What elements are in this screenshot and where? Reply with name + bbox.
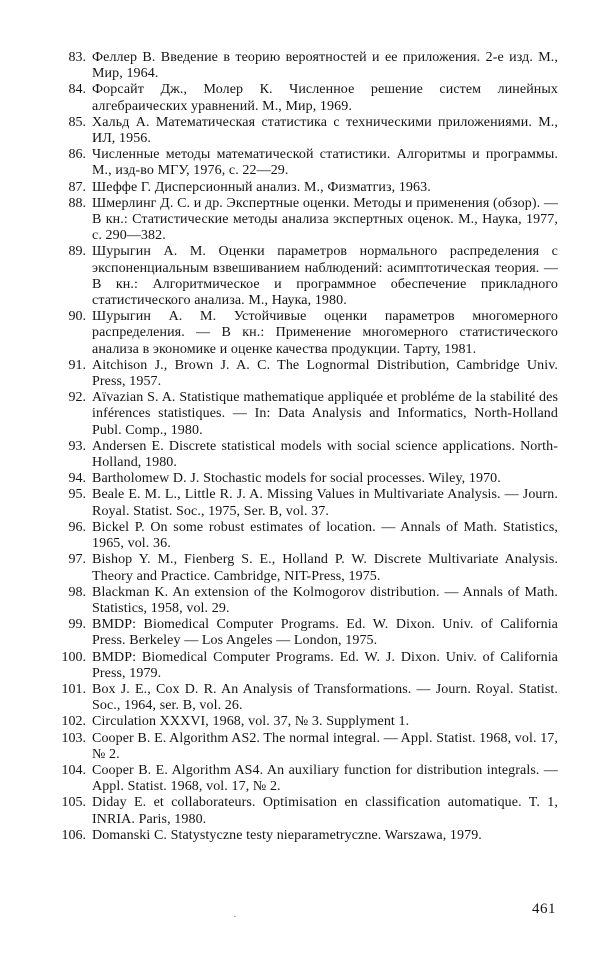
- reference-item: [58, 358, 558, 390]
- reference-number: 102.: [61, 714, 86, 730]
- page-number: 461: [532, 901, 556, 917]
- reference-number: 104.: [61, 762, 86, 778]
- reference-number: 103.: [61, 730, 86, 746]
- reference-number: 93.: [68, 438, 86, 454]
- reference-item: [58, 552, 558, 584]
- reference-item: [58, 714, 558, 730]
- reference-text: Феллер В. Введение в теорию вероятностей и ее приложения. 2-е изд. М., Мир, 1964.: [92, 50, 558, 82]
- reference-text: Cooper B. E. Algorithm AS2. The normal integral. — Appl. Statist. 1968, vol. 17, № 2.: [92, 730, 558, 762]
- reference-item: [58, 82, 558, 114]
- reference-text: Aitchison J., Brown J. A. C. The Lognormal Distribution, Cambridge Univ. Press, 1957.: [92, 357, 558, 390]
- reference-item: [58, 763, 558, 795]
- reference-number: 89.: [68, 244, 86, 260]
- reference-item: [58, 471, 558, 487]
- reference-item: [58, 196, 558, 245]
- reference-number: 97.: [68, 552, 86, 568]
- reference-number: 99.: [68, 617, 86, 633]
- reference-text: Beale E. M. L., Little R. J. A. Missing Values in Multivariate Analysis. — Journ. Royal. Statist. Soc., 1975, Ser. B, vol. 37.: [92, 487, 558, 519]
- reference-number: 96.: [68, 519, 86, 535]
- reference-text: Bishop Y. M., Fienberg S. E., Holland P. W. Discrete Multivariate Analysis. Theory and Practice. Cambridge, NIT-Press, 1975.: [92, 552, 558, 584]
- reference-number: 92.: [68, 390, 86, 406]
- reference-item: [58, 487, 558, 519]
- reference-item: [58, 50, 558, 82]
- reference-text: Domanski C. Statystyczne testy nieparametryczne. Warszawa, 1979.: [92, 827, 482, 843]
- reference-item: [58, 244, 558, 309]
- reference-item: [58, 828, 558, 844]
- reference-number: 95.: [68, 487, 86, 503]
- reference-text: Форсайт Дж., Молер К. Численное решение систем линейных алгебраических уравнений. М., Мир, 1969.: [92, 82, 558, 114]
- reference-number: 91.: [68, 357, 86, 373]
- reference-text: Bartholomew D. J. Stochastic models for social processes. Wiley, 1970.: [92, 471, 501, 487]
- reference-text: Blackman K. An extension of the Kolmogorov distribution. — Annals of Math. Statistics, 1958, vol. 29.: [92, 584, 558, 616]
- reference-text: Aïvazian S. A. Statistique mathematique appliquée et probléme de la stabilité des inférences statistiques. — In: Data Analysis and Informatics, North-Holland Publ. Comp., 1980.: [92, 390, 558, 438]
- reference-item: [58, 731, 558, 763]
- reference-item: [58, 650, 558, 682]
- reference-text: Diday E. et collaborateurs. Optimisation en classification automatique. T. 1, INRIA. Paris, 1980.: [92, 795, 558, 827]
- reference-item: [58, 180, 558, 196]
- reference-number: 88.: [68, 195, 86, 211]
- reference-text: Шурыгин А. М. Устойчивые оценки параметров многомерного распределения. — В кн.: Применение многомерного статистического анализа в экономике и оценке качества продукции. Тарту, 1981.: [92, 309, 558, 357]
- reference-item: [58, 309, 558, 358]
- reference-text: Шурыгин А. М. Оценки параметров нормального распределения с экспоненциальным взвешиванием наблюдений: асимптотическая теория. — В кн.: Алгоритмическое и программное обеспечение прикладного статистического анализа. М., Наука, 1980.: [92, 244, 558, 309]
- reference-text: Circulation XXXVI, 1968, vol. 37, № 3. Supplyment 1.: [92, 714, 410, 730]
- reference-text: Численные методы математической статистики. Алгоритмы и программы. М., изд-во МГУ, 1976, с. 22—29.: [92, 147, 558, 179]
- reference-number: 100.: [61, 649, 86, 665]
- reference-text: Bickel P. On some robust estimates of location. — Annals of Math. Statistics, 1965, vol. 36.: [92, 519, 558, 552]
- reference-item: [58, 439, 558, 471]
- reference-text: Box J. E., Cox D. R. An Analysis of Transformations. — Journ. Royal. Statist. Soc., 1964, ser. B, vol. 26.: [92, 681, 558, 714]
- reference-number: 94.: [68, 471, 86, 487]
- reference-item: [58, 520, 558, 552]
- reference-item: [58, 585, 558, 617]
- reference-item: [58, 115, 558, 147]
- reference-list: [58, 50, 558, 844]
- reference-number: 84.: [68, 82, 86, 98]
- reference-number: 90.: [68, 309, 86, 325]
- reference-item: [58, 617, 558, 649]
- reference-item: [58, 682, 558, 714]
- reference-number: 98.: [68, 584, 86, 600]
- reference-number: 86.: [68, 147, 86, 163]
- reference-item: [58, 147, 558, 179]
- print-speck: ·: [233, 911, 237, 923]
- reference-item: [58, 390, 558, 439]
- reference-number: 105.: [61, 795, 86, 811]
- reference-text: Шеффе Г. Дисперсионный анализ. М., Физматгиз, 1963.: [92, 179, 431, 195]
- reference-number: 85.: [68, 114, 86, 130]
- reference-text: Cooper B. E. Algorithm AS4. An auxiliary function for distribution integrals. — Appl. Statist. 1968, vol. 17, № 2.: [92, 762, 558, 795]
- reference-text: BMDP: Biomedical Computer Programs. Ed. W. J. Dixon. Univ. of California Press, 1979.: [92, 649, 558, 681]
- reference-number: 83.: [68, 50, 86, 65]
- reference-text: BMDP: Biomedical Computer Programs. Ed. W. Dixon. Univ. of California Press. Berkeley — Los Angeles — London, 1975.: [92, 617, 558, 649]
- reference-text: Шмерлинг Д. С. и др. Экспертные оценки. Методы и применения (обзор). — В кн.: Статистические методы анализа экспертных оценок. М., Наука, 1977, с. 290—382.: [92, 195, 558, 244]
- reference-text: Andersen E. Discrete statistical models with social science applications. North-Holland, 1980.: [92, 438, 558, 471]
- reference-number: 87.: [68, 179, 86, 195]
- reference-item: [58, 795, 558, 827]
- reference-text: Хальд А. Математическая статистика с техническими приложениями. М., ИЛ, 1956.: [92, 114, 558, 147]
- reference-number: 101.: [61, 681, 86, 697]
- reference-number: 106.: [61, 827, 86, 843]
